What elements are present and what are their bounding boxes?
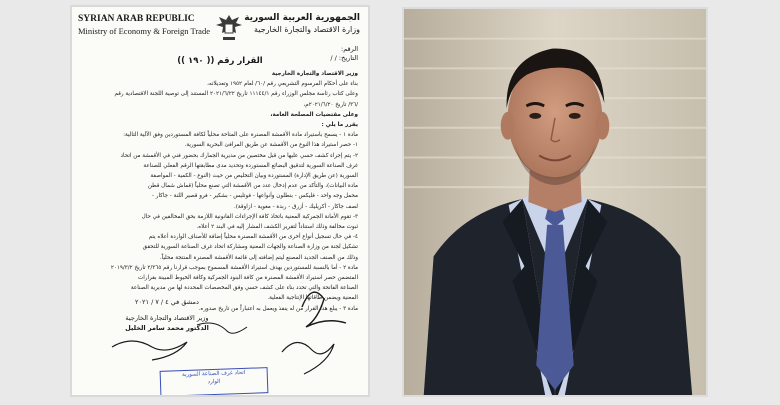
- english-letterhead: [78, 13, 210, 37]
- reference-number: الرقم:: [341, 45, 358, 53]
- body-line: مادة ٢ - أما بالنسبة للمستوردين بهدف استيراد الأقمشة المسموح بموجب قرارنا رقم ٢/٣٦٥ تاريخ ٢٠١٩/٣/٢: [110, 264, 358, 271]
- signatory-title: وزير الاقتصاد والتجارة الخارجية: [125, 314, 209, 322]
- decision-body: [82, 69, 358, 314]
- stamp-line-2: الوارد: [207, 378, 221, 386]
- body-line: ٣- تقوم الأمانة الجمركية المعنية باتخاذ كافة الإجراءات القانونية اللازمة بحق المخالفين في حال: [141, 213, 358, 220]
- syrian-eagle-emblem-icon: [212, 11, 246, 45]
- body-line: الصناعة الفاتحة والتي تحدد بناء على كشف حسي وفق المخصصات المحددة لها من مديرية الصناعة: [130, 285, 358, 292]
- letterhead-ministry-en: Ministry of Economy & Foreign Trade: [78, 26, 210, 36]
- body-line: غرف الصناعة السورية لتدقيق البضائع المستوردة وتحديد مدى مطابقتها الرقم الفعلي للصناعة: [143, 162, 358, 169]
- body-line: ٤- في حال تسجيل أنواع أخرى من الأقمشة المصنرة محلياً إضافة للأصناف الواردة أعلاه يتم: [148, 234, 358, 241]
- letterhead-country-en: SYRIAN ARAB REPUBLIC: [78, 14, 195, 24]
- decision-date: دمشق في ٤ / ٧ / ٢٠٢١: [135, 298, 199, 306]
- body-line: السورية (عن طريق الإدارة) المستوردة وبيان التخليص من حيث (النوع - الكمية - المواصفة: [150, 173, 358, 180]
- body-line: ثبوت مخالفة وذلك استناداً لتقرير الكشف المشار إليه في البند ٢ أعلاه.: [196, 224, 358, 231]
- body-line: محمل وجه واحد - فليكس - بنطلون وأنواعها - فوتليس - بشكير - فرو قصير اللنة - جاكار -: [151, 193, 358, 200]
- body-line: مادة البيانات)، والتأكد من عدم إدخال عدد من الأقمشة التي تصنع محلياً (قماش شمال قطن: [147, 183, 358, 190]
- received-stamp: [160, 367, 269, 397]
- decision-document: [70, 5, 370, 397]
- body-line: ٢- يتم إجراء كشف حسي عليها من قبل مختصين من مديرية الجمارك بحضور فني في الأقمشة من اتحاد: [120, 152, 358, 159]
- portrait-photo: [402, 7, 708, 397]
- body-line: لصف جاكار - أكريليك - أزرق - ربدة - مغوية - ازاوقة).: [233, 203, 358, 210]
- stamp-line-1: اتحاد غرف الصناعة السورية: [182, 369, 246, 379]
- body-line: مادة ١ - يسمح باستيراد مادة الأقمشة المصنرة على المتاحة محلياً لكافة المستوردين وفق الآلية التالية:: [123, 132, 358, 139]
- letterhead-ministry-ar: وزارة الاقتصاد والتجارة الخارجية: [254, 25, 360, 34]
- body-line: تشكيل لجنة من وزارة الصناعة والجهات المعنية ومشاركة اتحاد غرف الصناعة السورية للتحقق: [142, 244, 358, 251]
- letterhead-country-ar: الجمهورية العربية السورية: [244, 13, 360, 23]
- body-line: وعلى كتاب رئاسة مجلس الوزراء رقم ١١١٤٤/١ تاريخ ٢٠٢١/٦/٢٢ المستند إلى توصية اللجنة الاقتصادية رقم: [114, 91, 358, 98]
- body-line: وزير الاقتصاد والتجارة الخارجية: [271, 71, 358, 77]
- reference-date: التاريخ: / /: [330, 54, 358, 62]
- signature-block: [102, 297, 232, 333]
- body-line: وعلى مقتضيات المصلحة العامة،: [270, 111, 358, 118]
- body-line: وذلك من الصنف الجديد المصنع ليتم إضافته إلى قائمة الأقمشة المصنرة المنتجة محلياً.: [159, 254, 358, 261]
- body-line: ١- حصر استيراد هذا النوع من الأقمشة عن طريق المرافئ البحرية السورية.: [184, 142, 358, 149]
- arabic-letterhead: [244, 13, 360, 35]
- body-line: مادة ٣ - يبلغ هذا القرار من له ينفذ ويعمل به اعتباراً من تاريخ صدوره.: [198, 305, 358, 312]
- body-line: بناء على أحكام المرسوم التشريعي رقم /٦٠/ لعام ١٩٥٢ وتعديلاته،: [207, 81, 358, 88]
- man-in-suit-portrait: [404, 9, 706, 395]
- signatory-name: الدكتور محمد سامر الخليل: [125, 324, 209, 332]
- body-line: /٣٦/ تاريخ ٢٠٢١/٦/٢٠م،: [303, 101, 358, 108]
- decision-title: القرار رقم (( ١٩٠ )): [177, 56, 263, 66]
- body-line: يقرر ما يلي :: [321, 122, 358, 129]
- body-line: المعنية ويضمن طاقاتها الإنتاجية الفعلية.: [267, 295, 358, 302]
- body-line: المتضمن حصر استيراد الأقمشة المصنرة من كافة البنود الجمركية وكافة الخيوط المبينة بقرارات: [137, 275, 358, 282]
